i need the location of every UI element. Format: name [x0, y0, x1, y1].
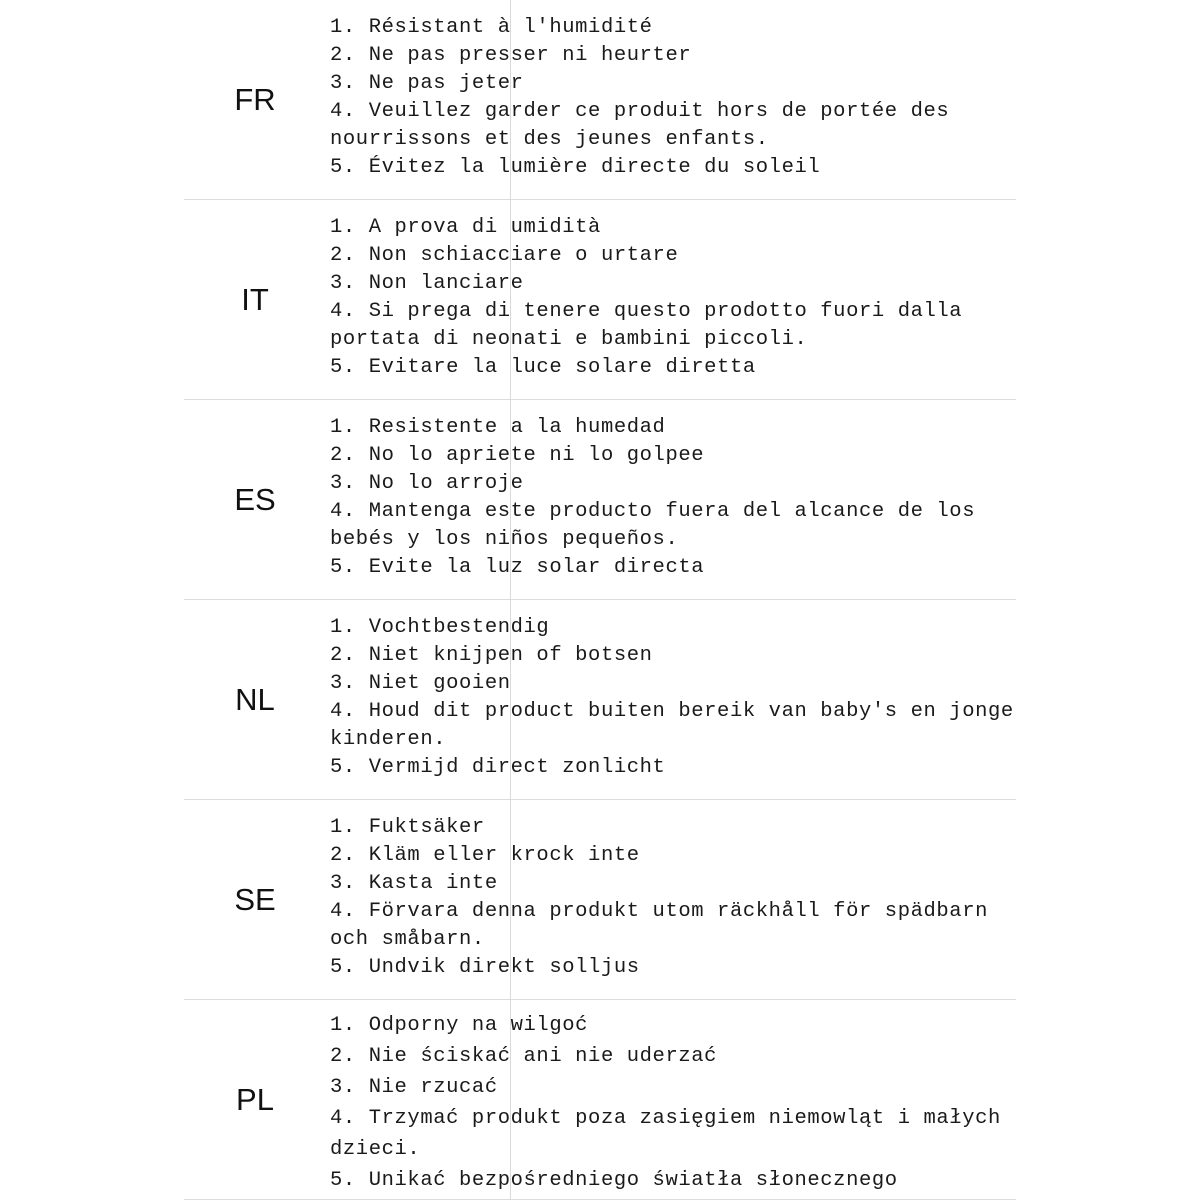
- instruction-line: 5. Vermijd direct zonlicht: [330, 756, 666, 779]
- instruction-line: 5. Unikać bezpośredniego światła słonecznego: [330, 1169, 898, 1192]
- instruction-line: 1. Resistente a la humedad: [330, 416, 666, 439]
- instruction-line: 1. Fuktsäker: [330, 816, 485, 839]
- instruction-line: 1. Résistant à l'humidité: [330, 16, 653, 39]
- language-code: FR: [234, 81, 276, 117]
- instruction-line: 4. Houd dit product buiten bereik van baby's en jonge kinderen.: [330, 700, 1027, 751]
- language-code: NL: [235, 681, 275, 717]
- row-pl: [184, 1000, 1016, 1200]
- language-code: ES: [234, 481, 276, 517]
- instruction-line: 2. Nie ściskać ani nie uderzać: [330, 1045, 718, 1068]
- instruction-line: 2. Ne pas presser ni heurter: [330, 44, 692, 67]
- instruction-line: 5. Evite la luz solar directa: [330, 556, 705, 579]
- instruction-list: [330, 1010, 1014, 1196]
- instruction-line: 1. Odporny na wilgoć: [330, 1014, 589, 1037]
- instruction-line: 4. Mantenga este producto fuera del alcance de los bebés y los niños pequeños.: [330, 500, 989, 551]
- row-fr: [184, 0, 1016, 200]
- instruction-list: [330, 14, 1014, 182]
- language-code: PL: [236, 1081, 274, 1117]
- instruction-line: 4. Veuillez garder ce produit hors de portée des nourrissons et des jeunes enfants.: [330, 100, 963, 151]
- instruction-line: 3. Nie rzucać: [330, 1076, 498, 1099]
- instruction-line: 2. No lo apriete ni lo golpee: [330, 444, 705, 467]
- instruction-line: 5. Evitare la luce solare diretta: [330, 356, 756, 379]
- row-se: [184, 800, 1016, 1000]
- instruction-line: 3. Niet gooien: [330, 672, 511, 695]
- instruction-line: 4. Trzymać produkt poza zasięgiem niemowląt i małych dzieci.: [330, 1107, 1014, 1161]
- instruction-list: [330, 814, 1014, 982]
- instruction-line: 3. No lo arroje: [330, 472, 524, 495]
- row-it: [184, 200, 1016, 400]
- instruction-line: 3. Non lanciare: [330, 272, 524, 295]
- instruction-line: 1. Vochtbestendig: [330, 616, 550, 639]
- instruction-line: 4. Si prega di tenere questo prodotto fuori dalla portata di neonati e bambini piccoli.: [330, 300, 976, 351]
- instruction-line: 4. Förvara denna produkt utom räckhåll för spädbarn och småbarn.: [330, 900, 1001, 951]
- instruction-line: 2. Kläm eller krock inte: [330, 844, 640, 867]
- instruction-line: 3. Ne pas jeter: [330, 72, 524, 95]
- instructions-table: [184, 0, 1027, 1200]
- instruction-line: 5. Undvik direkt solljus: [330, 956, 640, 979]
- instruction-line: 5. Évitez la lumière directe du soleil: [330, 156, 821, 179]
- instruction-line: 3. Kasta inte: [330, 872, 498, 895]
- instruction-list: [330, 414, 1014, 582]
- row-es: [184, 400, 1016, 600]
- language-code: IT: [241, 281, 269, 317]
- instruction-list: [330, 214, 1014, 382]
- instruction-line: 2. Niet knijpen of botsen: [330, 644, 653, 667]
- row-nl: [184, 600, 1027, 800]
- instruction-line: 1. A prova di umidità: [330, 216, 601, 239]
- language-code: SE: [234, 881, 276, 917]
- instruction-line: 2. Non schiacciare o urtare: [330, 244, 679, 267]
- instruction-list: [330, 614, 1027, 782]
